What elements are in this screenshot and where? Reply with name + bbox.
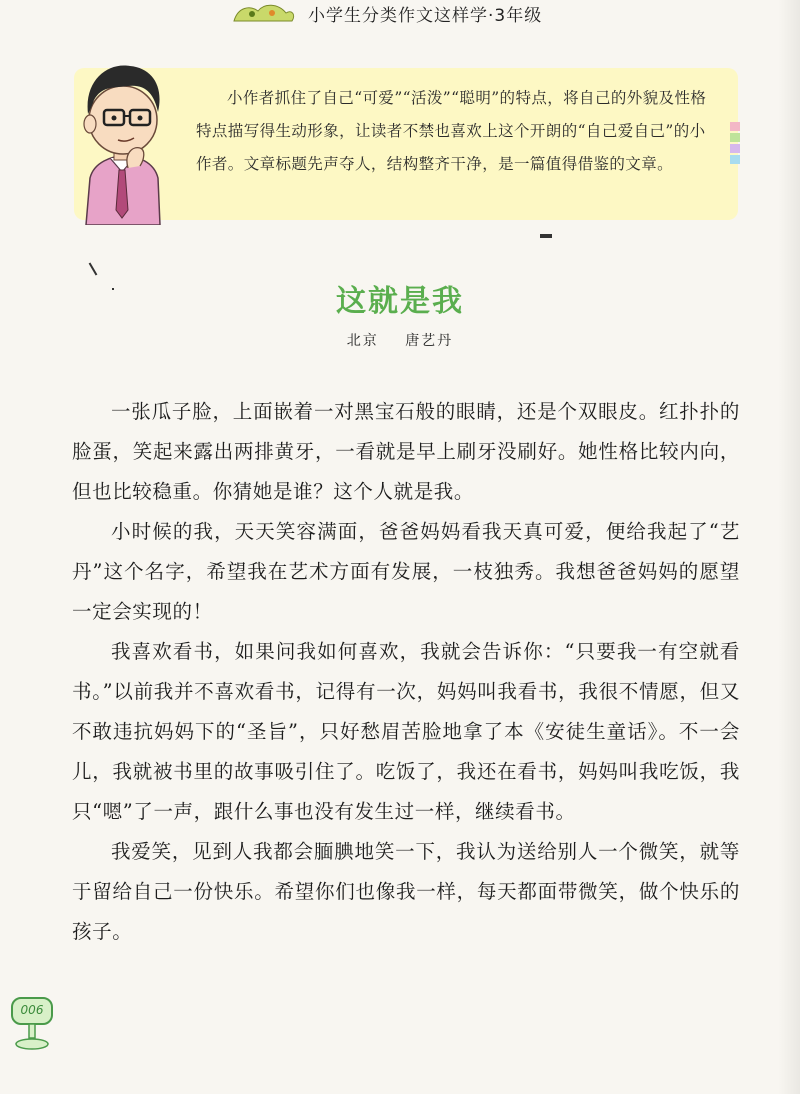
tick-pink <box>730 122 740 131</box>
paragraph: 我爱笑，见到人我都会腼腆地笑一下，我认为送给别人一个微笑，就等于留给自己一份快乐。希望你们也像我一样，每天都面带微笑，做个快乐的孩子。 <box>72 840 740 943</box>
page-edge-shadow <box>778 0 800 1094</box>
tick-green <box>730 133 740 142</box>
scan-speck <box>89 262 98 275</box>
article-title: 这就是我 <box>336 284 464 319</box>
article-body <box>72 392 740 952</box>
paragraph: 我喜欢看书，如果问我如何喜欢，我就会告诉你：“只要我一有空就看书。”以前我并不喜欢看书，记得有一次，妈妈叫我看书，我很不情愿，但又不敢违抗妈妈下的“圣旨”，只好愁眉苦脸地拿了本《安徒生童话》。不一会儿，我就被书里的故事吸引住了。吃饭了，我还在看书，妈妈叫我吃饭，我只“嗯”了一声，跟什么事也没有发生过一样，继续看书。 <box>72 640 740 823</box>
paragraph: 小时候的我，天天笑容满面，爸爸妈妈看我天真可爱，便给我起了“艺丹”这个名字，希望我在艺术方面有发展，一枝独秀。我想爸爸妈妈的愿望一定会实现的！ <box>72 520 740 623</box>
paragraph: 一张瓜子脸，上面嵌着一对黑宝石般的眼睛，还是个双眼皮。红扑扑的脸蛋，笑起来露出两排黄牙，一看就是早上刷牙没刷好。她性格比较内向，但也比较稳重。你猜她是谁？这个人就是我。 <box>72 400 740 503</box>
tick-purple <box>730 144 740 153</box>
author-name: 唐艺丹 <box>405 333 454 349</box>
series-title: 小学生分类作文这样学·3年级 <box>308 5 543 26</box>
running-header <box>230 0 542 26</box>
page-number: 006 <box>20 1003 44 1017</box>
author-location: 北京 <box>346 333 379 349</box>
byline <box>0 330 800 350</box>
tick-blue <box>730 155 740 164</box>
commentary-text: 小作者抓住了自己“可爱”“活泼”“聪明”的特点，将自己的外貌及性格特点描写得生动形象，让读者不禁也喜欢上这个开朗的“自己爱自己”的小作者。文章标题先声夺人，结构整齐干净，是一篇值得借鉴的文章。 <box>196 89 707 173</box>
header-logo-icon <box>230 1 298 25</box>
color-tick-strip <box>730 122 740 166</box>
teacher-illustration <box>68 50 178 225</box>
scan-speck <box>540 234 552 238</box>
